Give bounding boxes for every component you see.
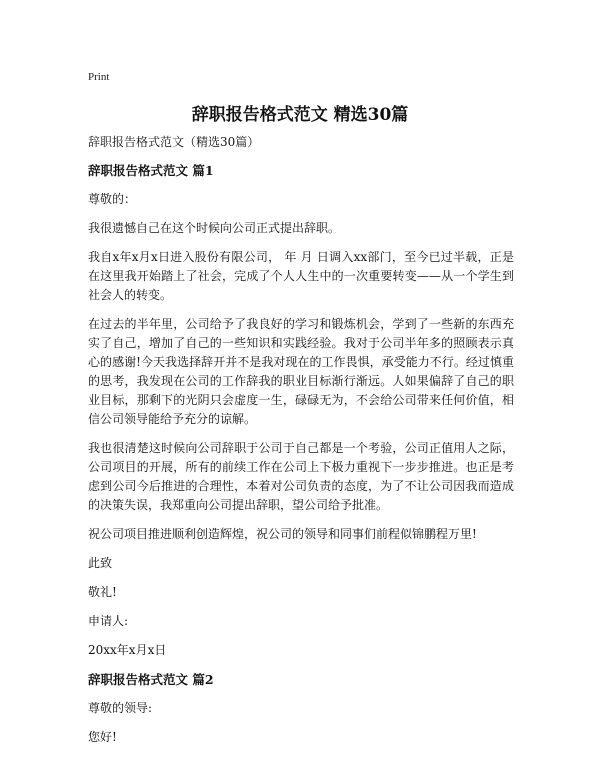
document-subtitle: 辞职报告格式范文（精选30篇） xyxy=(88,135,260,149)
paragraph: 在过去的半年里，公司给予了我良好的学习和锻炼机会，学到了一些新的东西充实了自己，增加了自己的一些知识和实践经验。我对于公司半年多的照顾表示真心的感谢!今天我选择辞开并不是我对现在的工作畏惧，承受能力不行。经过慎重的思考，我发现在公司的工作辞我的职业目标渐行渐远。人如果偏辞了自己的职业目标，那剩下的光阴只会虚度一生，碌碌无为，不会给公司带来任何价值，相信公司领导能给予充分的谅解。 xyxy=(88,317,514,426)
page-title: 辞职报告格式范文 精选30篇 xyxy=(191,105,409,125)
article-heading-2: 辞职报告格式范文 篇2 xyxy=(88,672,214,687)
paragraph: 祝公司项目推进顺利创造辉煌，祝公司的领导和同事们前程似锦鹏程万里! xyxy=(88,527,477,541)
greeting: 您好! xyxy=(88,730,117,744)
applicant-label: 申请人: xyxy=(88,614,129,628)
print-link[interactable]: Print xyxy=(88,71,110,83)
closing: 此致 xyxy=(88,556,113,570)
paragraph: 我也很清楚这时候向公司辞职于公司于自己都是一个考验，公司正值用人之际，公司项目的开展，所有的前续工作在公司上下极力重视下一步步推进。也正是考虑到公司今后推进的合理性，本着对公司负责的态度，为了不让公司因我而造成的决策失误，我郑重向公司提出辞职，望公司给予批准。 xyxy=(88,441,514,512)
salutation: 尊敬的： xyxy=(88,192,137,206)
article-heading-1: 辞职报告格式范文 篇1 xyxy=(88,163,214,178)
date: 20xx年x月x日 xyxy=(88,643,167,657)
paragraph: 我很遗憾自己在这个时候向公司正式提出辞职。 xyxy=(88,221,341,235)
regards: 敬礼! xyxy=(88,585,117,599)
paragraph: 我自x年x月x日进入股份有限公司， 年 月 日调入xx部门，至今已过半载，正是在这里我开始踏上了社会，完成了个人人生中的一次重要转变——从一个学生到社会人的转变。 xyxy=(88,250,514,302)
salutation: 尊敬的领导: xyxy=(88,701,153,715)
article-body xyxy=(88,133,514,757)
